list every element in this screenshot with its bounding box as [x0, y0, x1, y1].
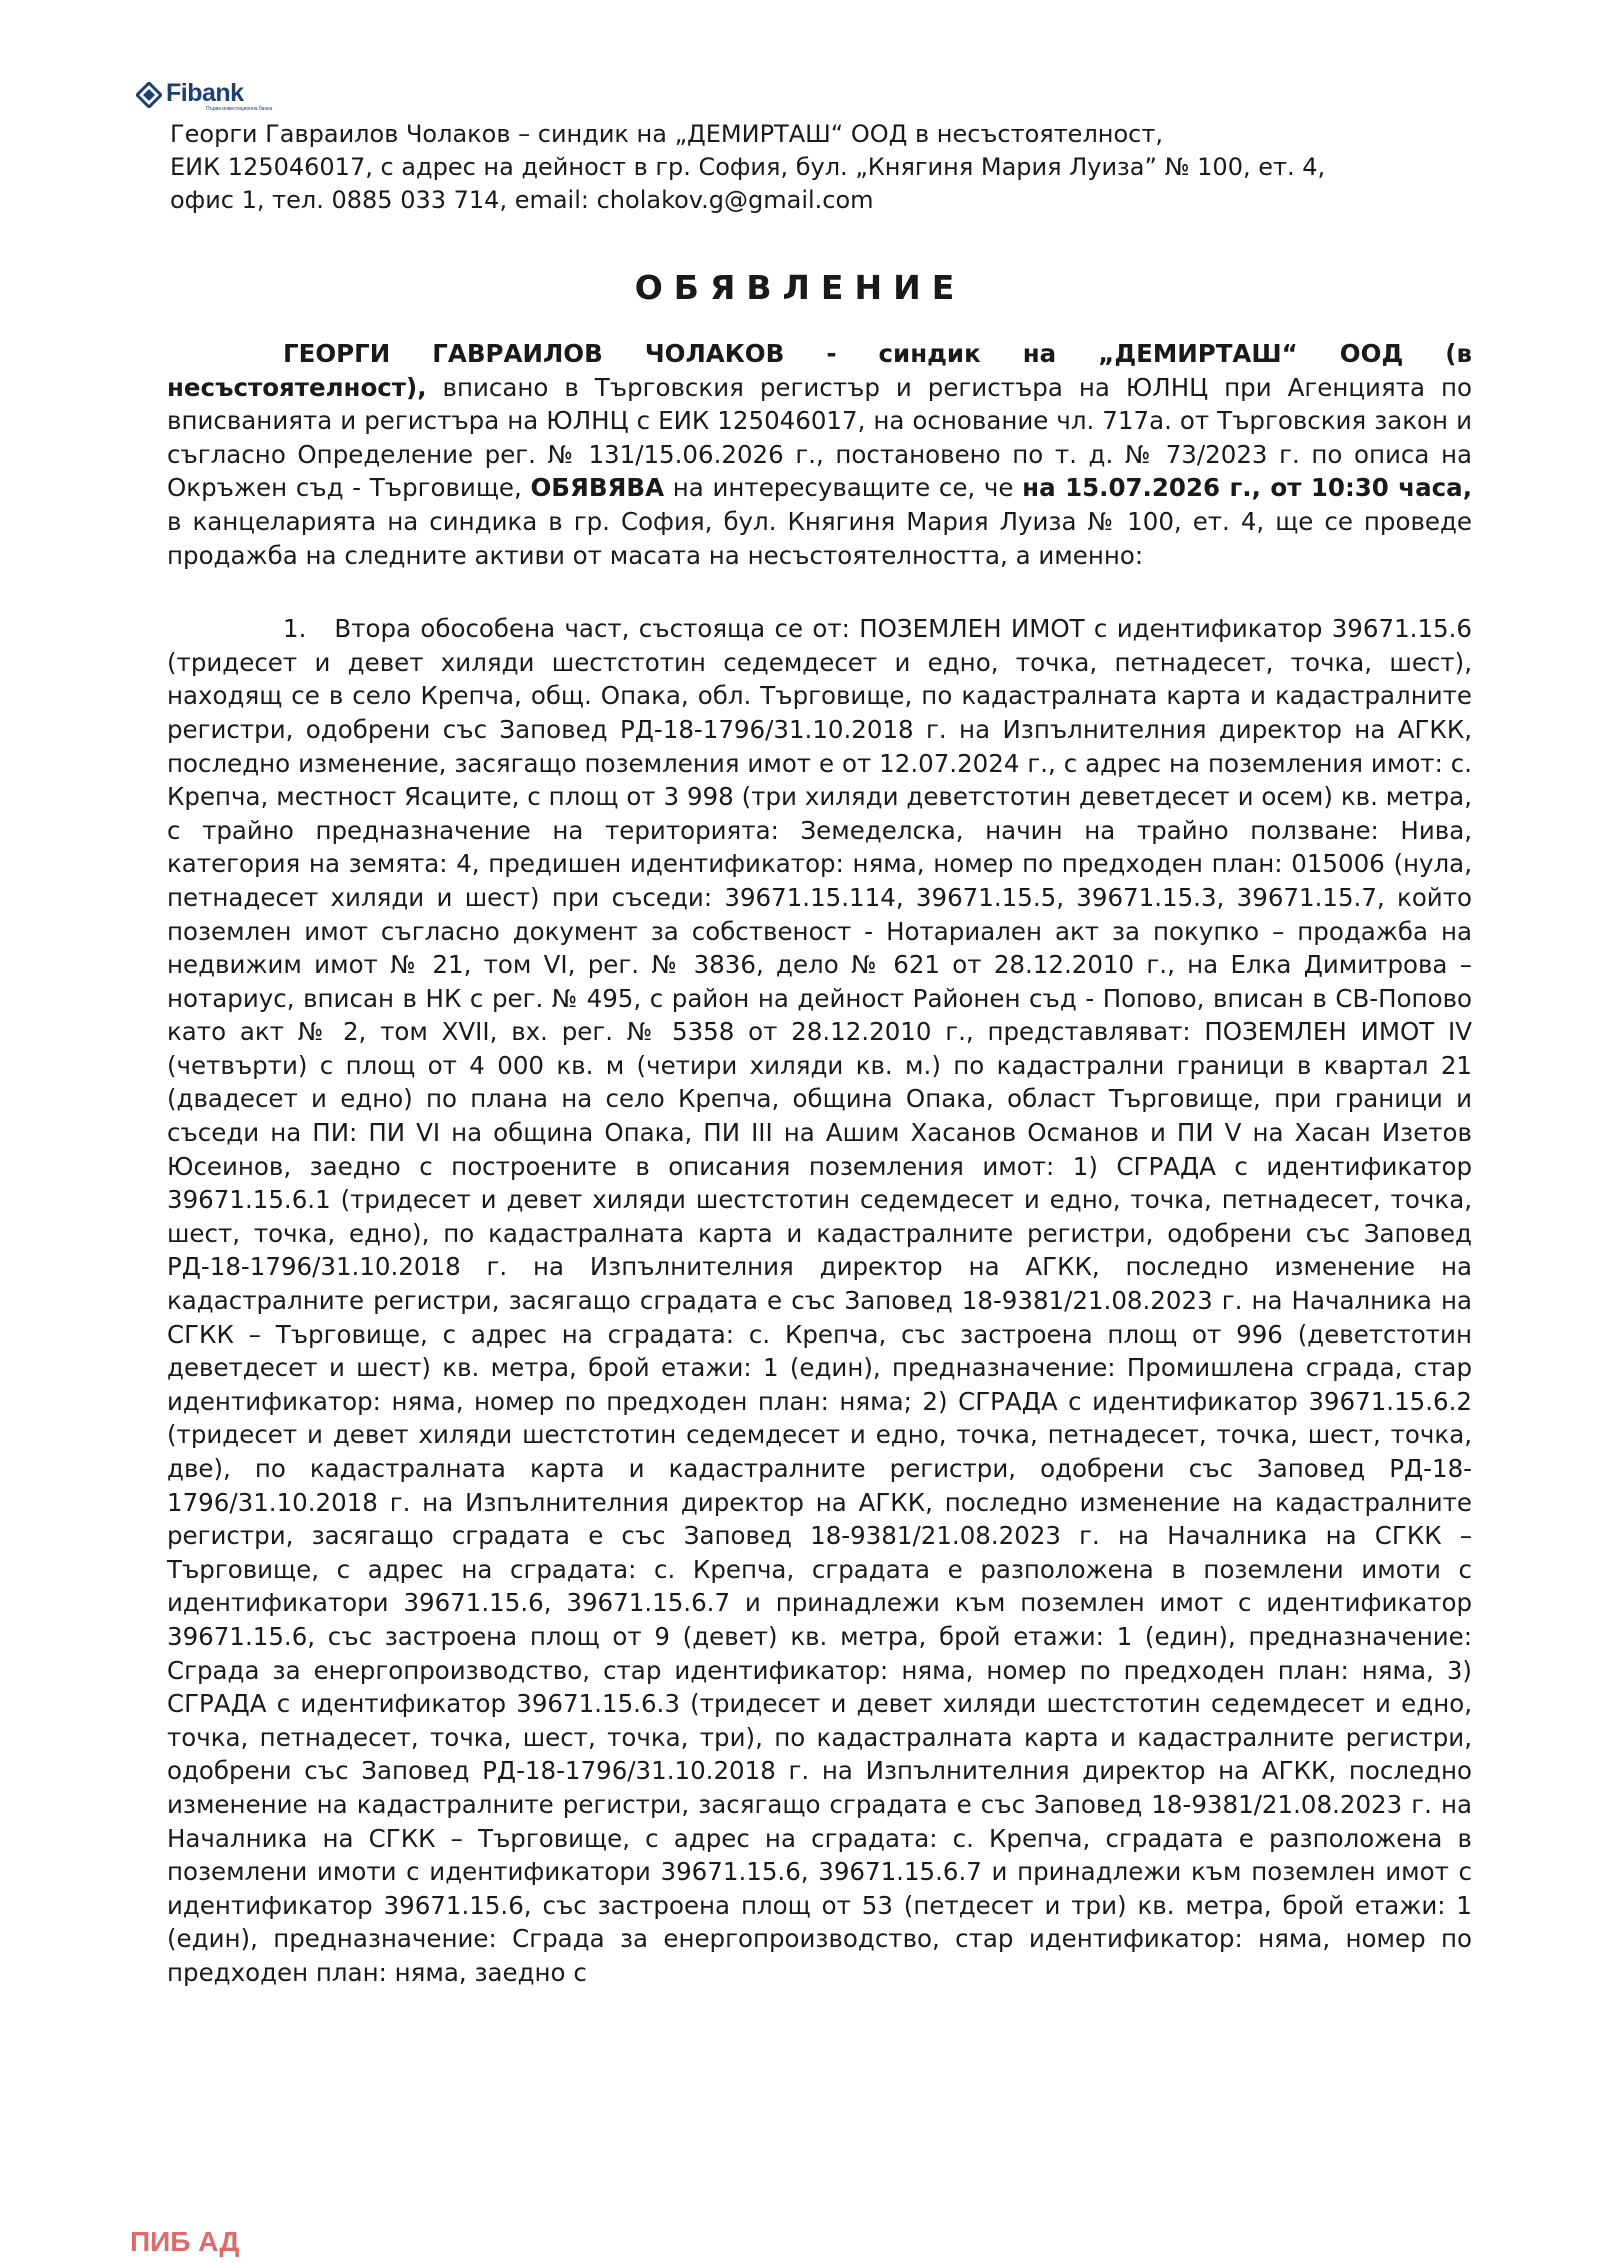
fibank-logo	[136, 80, 272, 112]
trustee-name: ГЕОРГИ ГАВРАИЛОВ ЧОЛАКОВ - синдик на „ДЕМИРТАШ“ ООД (в несъстоятелност),	[167, 339, 1472, 402]
intro-paragraph	[167, 337, 1472, 572]
letterhead-line-2: ЕИК 125046017, с адрес на дейност в гр. София, бул. „Княгиня Мария Луиза” № 100, ет. 4,	[170, 153, 1326, 181]
letterhead-line-3: офис 1, тел. 0885 033 714, email: cholakov.g@gmail.com	[170, 186, 874, 214]
bank-stamp-mark: ПИБ АД	[130, 2226, 240, 2257]
intro-text-3: в канцеларията на синдика в гр. София, бул. Княгиня Мария Луиза № 100, ет. 4, ще се проведе продажба на следните активи от масата на несъстоятелността, а именно:	[167, 506, 1472, 570]
asset-item-1	[167, 612, 1472, 1989]
document-title: ОБЯВЛЕНИЕ	[634, 268, 966, 307]
item-text: Втора обособена част, състояща се от: ПОЗЕМЛЕН ИМОТ с идентификатор 39671.15.6 (тридесет и девет хиляди шестстотин седемдесет и едно, точка, петнадесет, точка, шест), находящ се в село Крепча, общ. Опака, обл. Търговище, по кадастралната карта и кадастралните регистри, одобрени със Заповед РД-18-1796/31.10.2018 г. на Изпълнителния директор на АГКК, последно изменение, засягащо поземления имот е от 12.07.2024 г., с адрес на поземления имот: с. Крепча, местност Ясаците, с площ от 3 998 (три хиляди деветстотин деветдесет и осем) кв. метра, с трайно предназначение на територията: Земеделска, начин на трайно ползване: Нива, категория на земята: 4, предишен идентификатор: няма, номер по предходен план: 015006 (нула, петнадесет хиляди и шест) при съседи: 39671.15.114, 39671.15.5, 39671.15.3, 39671.15.7, който поземлен имот съгласно документ за собственост - Нотариален акт за покупко – продажба на недвижим имот № 21, том VI, рег. № 3836, дело № 621 от 28.12.2010 г., на Елка Димитрова – нотариус, вписан в НК с рег. № 495, с район на дейност Районен съд - Попово, вписан в СВ-Попово като акт № 2, том XVII, вх. рег. № 5358 от 28.12.2010 г., представляват: ПОЗЕМЛЕН ИМОТ IV (четвърти) с площ от 4 000 кв. м (четири хиляди кв. м.) по кадастрални граници в квартал 21 (двадесет и едно) по плана на село Крепча, община Опака, област Търговище, при граници и съседи на ПИ: ПИ VI на община Опака, ПИ III на Ашим Хасанов Османов и ПИ V на Хасан Изетов Юсеинов, заедно с построените в описания поземления имот: 1) СГРАДА с идентификатор 39671.15.6.1 (тридесет и девет хиляди шестстотин седемдесет и едно, точка, петнадесет, точка, шест, точка, едно), по кадастралната карта и кадастралните регистри, одобрени със Заповед РД-18-1796/31.10.2018 г. на Изпълнителния директор на АГКК, последно изменение на кадастралните регистри, засягащо сградата е със Заповед 18-9381/21.08.2023 г. на Началника на СГКК – Търговище, с адрес на сградата: с. Крепча, със застроена площ от 996 (деветстотин деветдесет и шест) кв. метра, брой етажи: 1 (един), предназначение: Промишлена сграда, стар идентификатор: няма, номер по предходен план: няма; 2) СГРАДА с идентификатор 39671.15.6.2 (тридесет и девет хиляди шестстотин седемдесет и едно, точка, петнадесет, точка, шест, точка, две), по кадастралната карта и кадастралните регистри, одобрени със Заповед РД-18-1796/31.10.2018 г. на Изпълнителния директор на АГКК, последно изменение на кадастралните регистри, засягащо сградата е със Заповед 18-9381/21.08.2023 г. на Началника на СГКК – Търговище, с адрес на сградата: с. Крепча, сградата е разположена в поземлени имоти с идентификатори 39671.15.6, 39671.15.6.7 и принадлежи към поземлен имот с идентификатор 39671.15.6, със застроена площ от 9 (девет) кв. метра, брой етажи: 1 (един), предназначение: Сграда за енергопроизводство, стар идентификатор: няма, номер по предходен план: няма, 3) СГРАДА с идентификатор 39671.15.6.3 (тридесет и девет хиляди шестстотин седемдесет и едно, точка, петнадесет, точка, шест, точка, три), по кадастралната карта и кадастралните регистри, одобрени със Заповед РД-18-1796/31.10.2018 г. на Изпълнителния директор на АГКК, последно изменение на кадастралните регистри, засягащо сградата е със Заповед 18-9381/21.08.2023 г. на Началника на СГКК – Търговище, с адрес на сградата: с. Крепча, сградата е разположена в поземлени имоти с идентификатори 39671.15.6, 39671.15.6.7 и принадлежи към поземлен имот с идентификатор 39671.15.6, със застроена площ от 53 (петдесет и три) кв. метра, брой етажи: 1 (един), предназначение: Сграда за енергопроизводство, стар идентификатор: няма, номер по предходен план: няма, заедно с	[167, 614, 1472, 1987]
fibank-diamond-icon	[136, 82, 162, 108]
document-body	[167, 337, 1472, 1990]
sale-datetime: на 15.07.2026 г., от 10:30 часа,	[1022, 473, 1472, 503]
intro-text-1: вписано в Търговския регистър и регистъра на ЮЛНЦ при Агенцията по вписванията и регистъра на ЮЛНЦ с ЕИК 125046017, на основание чл. 717а. от Търговския закон и съгласно Определение рег. № 131/15.06.2026 г., постановено по т. д. № 73/2023 г. по описа на Окръжен съд - Търговище,	[167, 372, 1472, 503]
letterhead-line-1: Георги Гавраилов Чолаков – синдик на „ДЕМИРТАШ“ ООД в несъстоятелност,	[170, 120, 1163, 148]
letterhead	[170, 118, 1450, 217]
logo-name: Fibank	[166, 79, 244, 107]
intro-text-2: на интересуващите се, че	[664, 473, 1023, 503]
announces-word: ОБЯВЯВА	[530, 473, 665, 503]
logo-tagline: Първа инвестиционна банка	[206, 106, 273, 112]
item-number: 1.	[283, 614, 307, 644]
